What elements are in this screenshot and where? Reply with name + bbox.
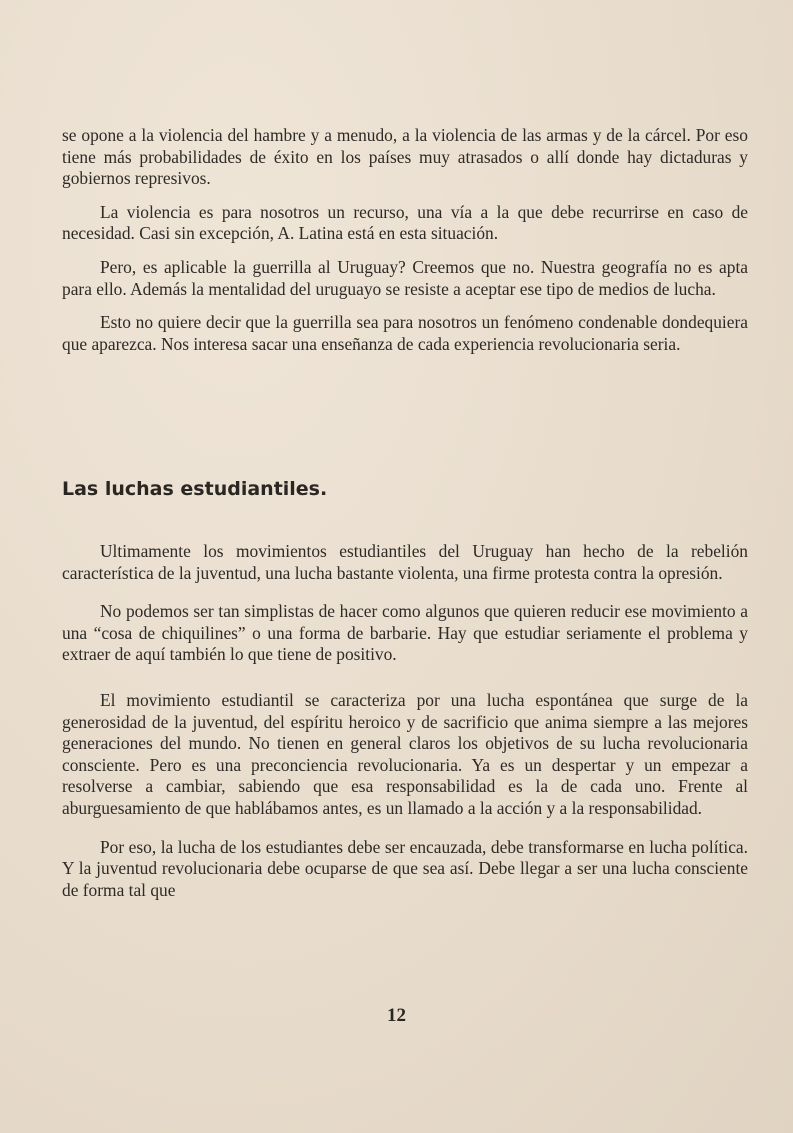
paragraph: El movimiento estudiantil se caracteriza por una lucha espontánea que surge de la generosidad de la juventud, del espíritu heroico y de sacrificio que anima siempre a las mejores generaciones del mundo. No tienen en general claros los objetivos de su lucha revolucionaria consciente. Pero es una preconciencia revolucionaria. Ya es un despertar y un empezar a resolverse a cambiar, sabiendo que esa responsabilidad es la de cada uno. Frente al aburguesamiento de que hablábamos antes, es un llamado a la acción y a la responsabilidad. xyxy=(62,689,748,818)
paragraph: Esto no quiere decir que la guerrilla sea para nosotros un fenómeno condenable dondequiera que aparezca. Nos interesa sacar una enseñanza de cada experiencia revolucionaria seria. xyxy=(62,312,748,354)
paragraph: Por eso, la lucha de los estudiantes debe ser encauzada, debe transformarse en lucha política. Y la juventud revolucionaria debe ocuparse de que sea así. Debe llegar a ser una lucha consciente de forma tal que xyxy=(62,836,748,900)
paragraph: Ultimamente los movimientos estudiantiles del Uruguay han hecho de la rebelión característica de la juventud, una lucha bastante violenta, una firme protesta contra la opresión. xyxy=(62,541,748,583)
text-block-top xyxy=(62,125,748,355)
section-heading: Las luchas estudiantiles. xyxy=(62,478,328,500)
paragraph: se opone a la violencia del hambre y a menudo, a la violencia de las armas y de la cárcel. Por eso tiene más probabilidades de éxito en los países muy atrasados o allí donde hay dictaduras y gobiernos represivos. xyxy=(62,125,748,189)
paragraph: La violencia es para nosotros un recurso, una vía a la que debe recurrirse en caso de necesidad. Casi sin excepción, A. Latina está en esta situación. xyxy=(62,201,748,244)
text-block-section xyxy=(62,541,748,901)
page-number: 12 xyxy=(387,1005,406,1026)
paragraph: Pero, es aplicable la guerrilla al Uruguay? Creemos que no. Nuestra geografía no es apta para ello. Además la mentalidad del uruguayo se resiste a aceptar ese tipo de medios de lucha. xyxy=(62,256,748,299)
paragraph: No podemos ser tan simplistas de hacer como algunos que quieren reducir ese movimiento a una “cosa de chiquilines” o una forma de barbarie. Hay que estudiar seriamente el problema y extraer de aquí también lo que tiene de positivo. xyxy=(62,601,748,665)
